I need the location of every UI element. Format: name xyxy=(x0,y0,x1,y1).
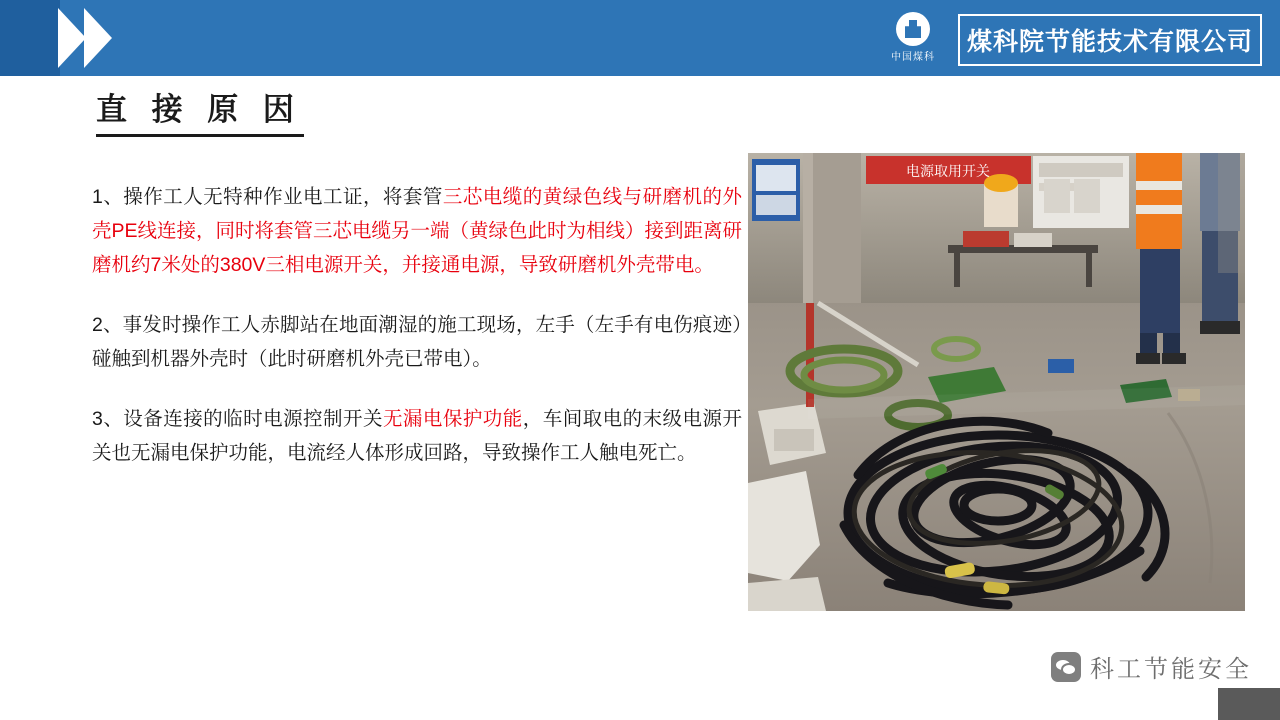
title-underline xyxy=(96,134,304,137)
page-title: 直 接 原 因 xyxy=(96,92,302,127)
wechat-watermark xyxy=(1051,649,1252,684)
paragraph-1 xyxy=(92,180,742,282)
logo-caption: 中国煤科 xyxy=(891,52,935,63)
site-photo-illustration xyxy=(748,153,1245,611)
coal-group-logo-icon xyxy=(896,12,930,46)
content-body xyxy=(92,160,742,470)
company-name: 煤科院节能技术有限公司 xyxy=(966,28,1253,56)
paragraph-2 xyxy=(92,308,742,376)
chevron-right-icon-2 xyxy=(84,8,112,68)
paragraph-3-run-1: 3、设备连接的临时电源控制开关 xyxy=(92,407,383,430)
paragraph-2-run-1: 2、事发时操作工人赤脚站在地面潮湿的施工现场，左手（左手有电伤痕迹）碰触到机器外壳时（此时研磨机外壳已带电）。 xyxy=(92,313,742,370)
paragraph-1-run-2: 三芯电缆的黄绿色线与研磨机的外壳PE线连接，同时将套管三芯电缆另一端（黄绿色此时为相线）接到距离研磨机约7米处的380V三相电源开关，并接通电源，导致研磨机外壳带电。 xyxy=(92,185,743,276)
paragraph-1-run-1: 1、操作工人无特种作业电工证，将套管 xyxy=(92,185,443,208)
wechat-label: 科工节能安全 xyxy=(1090,656,1252,683)
paragraph-3 xyxy=(92,402,742,470)
paragraph-3-run-2: 无漏电保护功能 xyxy=(382,407,523,430)
page-title-area xyxy=(96,84,336,137)
wechat-icon xyxy=(1051,652,1081,682)
slide-header xyxy=(0,0,1280,76)
paragraph-3-run-3: ，车间取电的末级电源开关也无漏电保护功能，电流经人体形成回路，导致操作工人触电死亡。 xyxy=(92,407,742,464)
corner-block xyxy=(1218,688,1280,720)
svg-text:电源取用开关: 电源取用开关 xyxy=(906,163,990,179)
header-left-block xyxy=(0,0,60,76)
company-name-box xyxy=(958,14,1262,66)
company-logo xyxy=(876,12,950,64)
site-photo xyxy=(748,153,1245,611)
chevron-right-icon xyxy=(58,8,86,68)
